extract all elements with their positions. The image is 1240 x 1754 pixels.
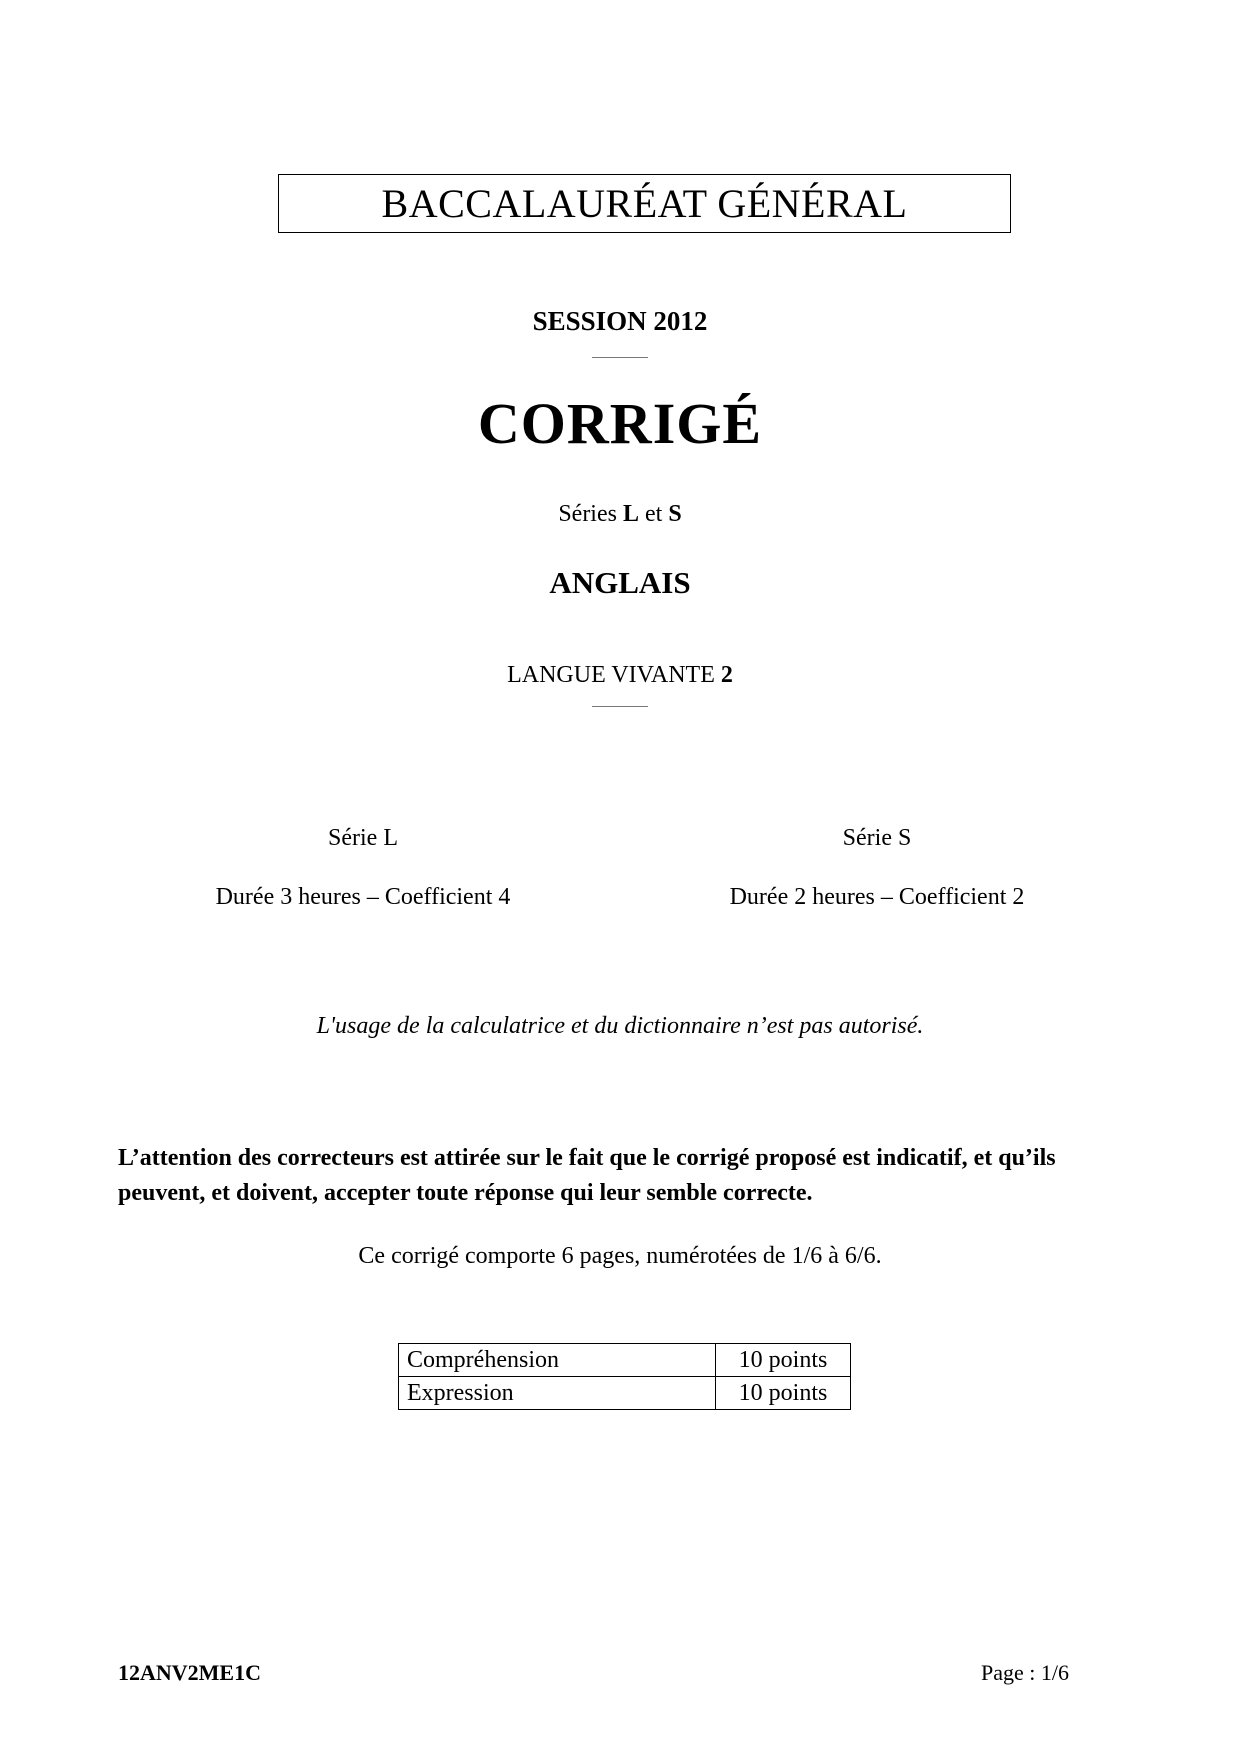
langue-line — [0, 662, 1240, 689]
series-s: S — [668, 501, 682, 527]
attention-line-1: L’attention des correcteurs est attirée sur le fait que le corrigé proposé est indicatif, et qu’ils — [118, 1145, 1056, 1171]
exam-title: BACCALAURÉAT GÉNÉRAL — [381, 181, 908, 226]
series-connector: et — [638, 501, 669, 527]
exam-title-box — [278, 174, 1011, 233]
table-row — [399, 1344, 851, 1377]
pages-note: Ce corrigé comporte 6 pages, numérotées de 1/6 à 6/6. — [358, 1243, 882, 1269]
footer-page-number: Page : 1/6 — [981, 1660, 1069, 1685]
calculator-note: L'usage de la calculatrice et du dictionnaire n’est pas autorisé. — [316, 1013, 924, 1039]
langue-number: 2 — [720, 662, 733, 688]
footer-code: 12ANV2ME1C — [118, 1660, 261, 1685]
langue-text: LANGUE VIVANTE — [507, 662, 721, 688]
table-row — [399, 1377, 851, 1410]
series-l: L — [622, 501, 639, 527]
serie-s-details: Durée 2 heures – Coefficient 2 — [729, 884, 1025, 910]
points-table — [398, 1343, 851, 1410]
points-cell: 10 points — [716, 1377, 851, 1410]
series-line — [0, 501, 1240, 528]
serie-l-details: Durée 3 heures – Coefficient 4 — [215, 884, 511, 910]
session-label: SESSION 2012 — [532, 306, 708, 336]
session-divider — [592, 357, 648, 358]
serie-s-label: Série S — [842, 825, 912, 851]
serie-l-label: Série L — [328, 825, 398, 851]
series-prefix: Séries — [558, 501, 623, 527]
document-type-heading: CORRIGÉ — [477, 391, 763, 456]
points-cell: 10 points — [716, 1344, 851, 1377]
section-cell: Expression — [399, 1377, 716, 1410]
subject-heading: ANGLAIS — [549, 565, 691, 600]
langue-divider — [592, 706, 648, 707]
attention-line-2: peuvent, et doivent, accepter toute réponse qui leur semble correcte. — [118, 1180, 813, 1206]
section-cell: Compréhension — [399, 1344, 716, 1377]
attention-paragraph — [118, 1141, 1128, 1211]
